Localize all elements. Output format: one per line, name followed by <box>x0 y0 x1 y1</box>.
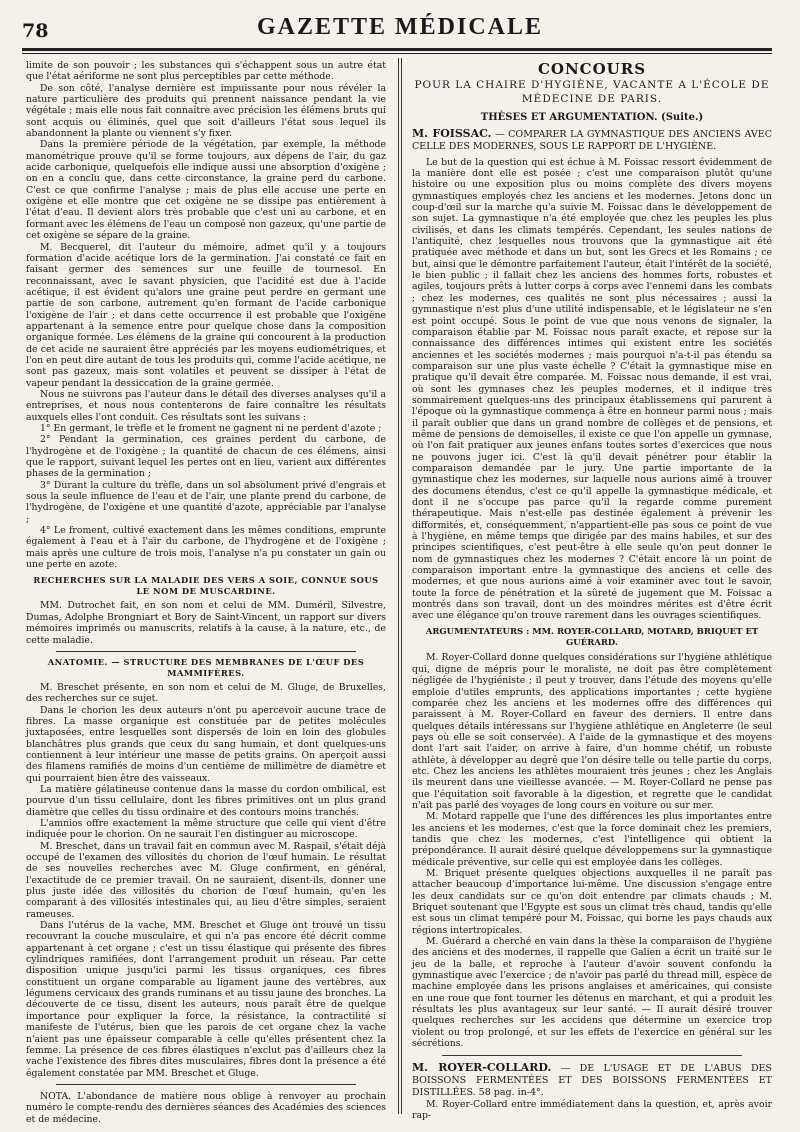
paragraph: M. Breschet, dans un travail fait en commun avec M. Raspail, s'était déjà occupé de l'examen des villosités du chorion de l'œuf humain. Le résultat de ses nouvelles recherches avec M. Gluge confirment, en général, l'exactitude de ce premier travail. On ne sauraient, disent-ils, donner une plus juste idée des villosités du chorion de l'œuf humain, qu'en les comparant à des villosités intestinales qui, au lieu d'être simples, seraient rameuses. <box>26 840 386 920</box>
section-divider <box>442 1055 742 1056</box>
concours-title: CONCOURS <box>537 60 647 78</box>
result-item: 3° Durant la culture du trèfle, dans un sol absolument privé d'engrais et sous la seule influence de l'eau et de l'air, une plante prend du carbone, de l'hydrogène, de l'oxigène et une quantité d'azote, appréciable par l'analyse ; <box>26 479 386 525</box>
author-name: M. FOISSAC. <box>412 126 492 140</box>
paragraph: Dans le chorion les deux auteurs n'ont pu apercevoir aucune trace de fibres. La masse organique est constituée par de petites molécules juxtaposées, entre lesquelles sont dispersés de loin en loin des globules blanchâtres plus grands que ceux du sang humain, et dont quelques-uns contiennent à leur intérieur une masse de petits grains. On aperçoit aussi des filamens ramifiés de moins d'un centième de millimètre de diamètre et qui pourraient bien être des vaisseaux. <box>26 704 386 784</box>
section-heading-silkworm: RECHERCHES SUR LA MALADIE DES VERS A SOIE, CONNUE SOUS LE NOM DE MUSCARDINE. <box>33 575 379 597</box>
paragraph: Nous ne suivrons pas l'auteur dans le détail des diverses analyses qu'il a entreprises, et nous nous contenterons de faire connaître les résultats auxquels elles l'ont conduit. Ces résultats sont les suivans : <box>26 388 386 423</box>
paragraph: Le but de la question qui est échue à M. Foissac ressort évidemment de la manière dont elle est posée ; c'est une comparaison plutôt qu'une histoire ou une exposition plus ou moins complète des divers moyens gymnastiques employés chez les anciens et les modernes. Jetons donc un coup-d'œil sur la marche qu'a suivie M. Foissac dans le développement de son sujet. La gymnastique n'a été employée que chez les peuples les plus civilisés, et dans les climats tempérés. Cependant, les seules nations de l'antiquité, chez lesquelles nous trouvons que la gymnastique ait été pratiquée avec méthode et dans un but, sont les Grecs et les Romains ; ce but, ainsi que le démontre parfaitement l'auteur, était l'intérêt de la société, le bien public ; il fallait chez les anciens des hommes forts, robustes et agiles, toujours prêts à lutter corps à corps avec l'ennemi dans les combats ; chez les modernes, ces qualités ne sont plus nécessaires ; aussi la gymnastique n'est plus d'une utilité indispensable, et le législateur ne s'en est point occupé. Sous le point de vue que nous venons de signaler, la comparaison établie par M. Foissac nous paraît exacte, et repose sur la connaissance des différences intimes qui existent entre les sociétés anciennes et les sociétés modernes ; mais pourquoi n'a-t-il pas étendu sa comparaison sur une plus vaste échelle ? C'était la gymnastique mise en pratique qu'il devait être comparée. M. Foissac nous demande, il est vrai, où sont les gymnases chez les peuples modernes, et il indique très sommairement quelques-uns des principaux établissemens qui parurent à l'époque où la gymnastique commença à être en honneur parmi nous ; mais il paraît oublier que dans un grand nombre de collèges et de pensions, et même de pensions de demoiselles, il existe ce que l'on appelle un gymnase, où l'on fait pratiquer aux jeunes enfans toutes sortes d'exercices que nous ne pouvons juger ici. C'est là qu'il devait pénétrer pour établir la comparaison demandée par le jury. Une partie importante de la gymnastique chez les modernes, sur laquelle nous aurions aimé à trouver des documens étendus, c'est ce qu'il appelle la gymnastique médicale, et dont il ne s'occupe pas parce qu'il la regarde comme purement thérapeutique. Mais n'est-elle pas destinée également à prévenir les difformités, et, conséquemment, n'appartient-elle pas sous ce point de vue à l'hygiène, en même temps que dirigée par des mains habiles, et sur des principes scientifiques, c'est peut-être à elle seule qu'on peut donner le nom de gymnastiques chez les modernes ? C'était encore là un point de comparaison important entre la gymnastique des anciens et celle des modernes, et que nous aurions aimé à voir examiner avec tout le savoir, toute la force de pénétration et la sûreté de jugement que M. Foissac a montrés dans son travail, dont un des moindres mérites est d'être écrit avec une élégance qu'on trouve rarement dans les ouvrages scientifiques. <box>412 156 772 622</box>
column-separator-double <box>401 58 402 1114</box>
article-title: — DE L'USAGE ET DE L'ABUS DES BOISSONS FERMENTÉES ET DES BOISSONS FERMENTÉES ET DISTILLÉES. 58 pag. in-4°. <box>412 1062 772 1098</box>
masthead-title: GAZETTE MÉDICALE <box>256 14 544 40</box>
paragraph: M. Motard rappelle que l'une des différences les plus importantes entre les anciens et les modernes, c'est que la force dominait chez les premiers, tandis que chez les modernes, c'est l'intelligence qui obtient la prépondérance. Il aurait désiré quelque développemens sur la gymnastique médicale préventive, sur celle qui est employée dans les collèges. <box>412 811 772 868</box>
paragraph: M. Royer-Collard donne quelques considérations sur l'hygiène athlétique qui, digne de mépris pour le moraliste, ne doit pas être complètement négligée de l'hygiéniste ; il peut y trouver, dans l'étude des moyens qu'elle emploie d'utiles emprunts, des applications importantes ; cette hygiène comparée chez les anciens et les modernes offre des différences qui paraissent à M. Royer-Collard en faveur des derniers. Il entre dans quelques détails intéressans sur l'hygiène athlétique en Angleterre (le seul pays où elle se soit conservée). A l'aide de la gymnastique et des moyens dont l'art sait l'aider, on arrive à faire, d'un homme chétif, un robuste athlète, à développer au degré que l'on désire telle ou telle partie du corps, etc. Chez les anciens les athlètes mouraient très jeunes ; chez les Anglais ils meurent dans une vieillesse avancée. — M. Royer-Collard ne pense pas que l'équitation soit favorable à la digestion, et regrette que le candidat n'ait pas parlé des voyages de long cours en voiture ou sur mer. <box>412 652 772 811</box>
section-heading-anatomy: ANATOMIE. — STRUCTURE DES MEMBRANES DE L'ŒUF DES MAMMIFÈRES. <box>47 656 365 678</box>
paragraph: M. Guérard a cherché en vain dans la thèse la comparaison de l'hygiène des anciens et des modernes, il rappelle que Galien a écrit un traité sur le jeu de la balle, et reproche à l'auteur d'avoir souvent confondu la gymnastique avec l'exercice ; de n'avoir pas parlé du thread mill, espèce de machine employée dans les prisons anglaises et américaines, qui consiste en une roue que font tourner les détenus en marchant, et qui a produit les résultats les plus avantageux sur leur santé. — Il aurait désiré trouver quelques recherches sur les accidens que détermine un exercice trop violent ou trop prolongé, et sur les effets de l'exercice en général sur les sécrétions. <box>412 936 772 1050</box>
paragraph: L'amnios offre exactement la même structure que celle qui vient d'être indiquée pour le chorion. On ne saurait l'en distinguer au microscope. <box>26 817 386 841</box>
paragraph: M. Becquerel, dit l'auteur du mémoire, admet qu'il y a toujours formation d'acide acétique lors de la germination. J'ai constaté ce fait en faisant germer des semences sur une feuille de tournesol. En reconnaissant, avec le savant physicien, que l'acidité est due à l'acide acétique, il est évident qu'alors une graine peut perdre en germant une partie de son carbone, autrement qu'en formant de l'acide carbonique l'oxigène de l'air ; et dans cette occurrence il est probable que l'oxigène appartenant à la semence entre pour quelque chose dans la composition organique formée. Les élémens de la graine qui concourent à la production de cet acide ne sauraient être appréciés par les moyens eudiométriques, et l'on en peut dire autant de tous les produits qui, comme l'acide acétique, ne sont pas gazeux, mais sont volatiles et peuvent se dissiper à l'état de vapeur pendant la dessiccation de la graine germée. <box>26 241 386 389</box>
result-item: 2° Pendant la germination, ces graines perdent du carbone, de l'hydrogène et de l'oxigène ; la quantité de chacun de ces élémens, ainsi que le rapport, suivant lequel les pertes ont en lieu, varient aux différentes phases de la germination ; <box>26 434 386 480</box>
header-rule-thin <box>22 53 772 54</box>
header-rule <box>22 48 772 51</box>
paragraph: MM. Dutrochet fait, en son nom et celui de MM. Duméril, Silvestre, Dumas, Adolphe Brongniart et Bory de Saint-Vincent, un rapport sur divers mémoires imprimés ou manuscrits, relatifs à la cause, à la nature, etc., de cette maladie. <box>26 600 386 646</box>
argumentateurs-heading: ARGUMENTATEURS : MM. ROYER-COLLARD, MOTARD, BRIQUET ET GUÉRARD. <box>425 626 759 649</box>
column-separator <box>398 58 399 1114</box>
author-name: M. ROYER-COLLARD. <box>412 1060 552 1074</box>
left-column <box>26 60 386 1125</box>
paragraph: Dans l'utérus de la vache, MM. Breschet et Gluge ont trouvé un tissu recouvrant la couche musculaire, et qui n'a pas encore été décrit comme appartenant à cet organe ; c'est un tissu élastique qui présente des fibres cylindriques ramifiées, dont l'arrangement produit un réseau. Par cette disposition unique jusqu'ici parmi les tissus organiques, ces fibres constituent un organe comparable au ligament jaune des vertèbres, aux légumens cervicaux des grands ruminans et au tissu jaune des bronches. La découverte de ce tissu, disent les auteurs, nous paraît être de quelque importance pour expliquer la force, la résistance, la contractilité si manifeste de l'utérus, bien que les parois de cet organe chez la vache n'aient pas une épaisseur comparable à celle qu'elles présentent chez la femme. La présence de ces fibres élastiques n'exclut pas d'ailleurs chez la vache l'existence des fibres dites musculaires, fibres dont la présence a été également constatée par MM. Breschet et Gluge. <box>26 920 386 1079</box>
article-heading-royer-collard <box>412 1062 772 1099</box>
paragraph: M. Briquet présente quelques objections auxquelles il ne paraît pas attacher beaucoup d'importance lui-même. Une discussion s'engage entre les deux candidats sur ce qu'on doit entendre par climats chauds ; M. Briquet soutenant que l'Egypte est sous un climat très chaud, tandis qu'elle est sous un climat tempéré pour M. Foissac, qui borne les pays chauds aux régions intertropicales. <box>412 868 772 936</box>
theses-heading: THÈSES ET ARGUMENTATION. (Suite.) <box>480 112 704 124</box>
result-item: 1° En germant, le trèfle et le froment ne gagnent ni ne perdent d'azote ; <box>40 423 382 434</box>
article-heading-foissac <box>412 128 772 153</box>
paragraph: La matière gélatineuse contenue dans la masse du cordon ombilical, est pourvue d'un tissu cellulaire, dont les fibres primitives ont un plus grand diamètre que celles du tissu ordinaire et des contours moins tranchés. <box>26 783 386 818</box>
paragraph: M. Royer-Collard entre immédiatement dans la question, et, après avoir rap- <box>412 1098 772 1121</box>
article-title: — COMPARER LA GYMNASTIQUE DES ANCIENS AVEC CELLE DES MODERNES, SOUS LE RAPPORT DE L'HYGIÈNE. <box>412 128 772 152</box>
page-number: 78 <box>22 20 49 42</box>
editor-note: NOTA. L'abondance de matière nous oblige à renvoyer au prochain numéro le compte-rendu des dernières séances des Académies des sciences et de médecine. <box>26 1090 386 1125</box>
section-divider <box>56 651 356 652</box>
section-divider <box>56 1084 356 1085</box>
paragraph: Dans la première période de la végétation, par exemple, la méthode manométrique prouve qu'il se forme toujours, aux dépens de l'air, du gaz acide carbonique, quelquefois elle indique aussi une absorption d'oxigène ; on en a conclu que, dans cette circonstance, la graine perd du carbone. C'est ce que confirme l'analyse ; mais de plus elle accuse une perte en oxigène et elle montre que cet oxigène ne se dissipe pas entièrement à l'état d'eau. Il devient alors très probable que c'est uni au carbone, et en formant avec les élémens de l'eau un composé non gazeux, qu'une partie de cet oxigène se sépare de la graine. <box>26 139 386 242</box>
paragraph: limite de son pouvoir ; les substances qui s'échappent sous un autre état que l'état aériforme ne sont plus perceptibles par cette méthode. <box>26 60 386 83</box>
result-item: 4° Le froment, cultivé exactement dans les mêmes conditions, emprunte également à l'eau et à l'air du carbone, de l'hydrogène et de l'oxigène ; mais après une culture de trois mois, l'analyse n'a pu constater un gain ou une perte en azote. <box>26 525 386 571</box>
right-column <box>412 60 772 1121</box>
concours-subtitle: POUR LA CHAIRE D'HYGIÈNE, VACANTE A L'ÉCOLE DE MÉDECINE DE PARIS. <box>414 79 770 106</box>
paragraph: De son côté, l'analyse dernière est impuissante pour nous révéler la nature particulière des produits qui prennent naissance pendant la vie végétale ; mais elle nous fait connaître avec précision les élémens bruts qui sont acquis ou éliminés, quel que soit d'ailleurs l'état sous lequel ils abandonnent la plante ou viennent s'y fixer. <box>26 82 386 140</box>
paragraph: M. Breschet présente, en son nom et celui de M. Gluge, de Bruxelles, des recherches sur ce sujet. <box>26 681 386 705</box>
